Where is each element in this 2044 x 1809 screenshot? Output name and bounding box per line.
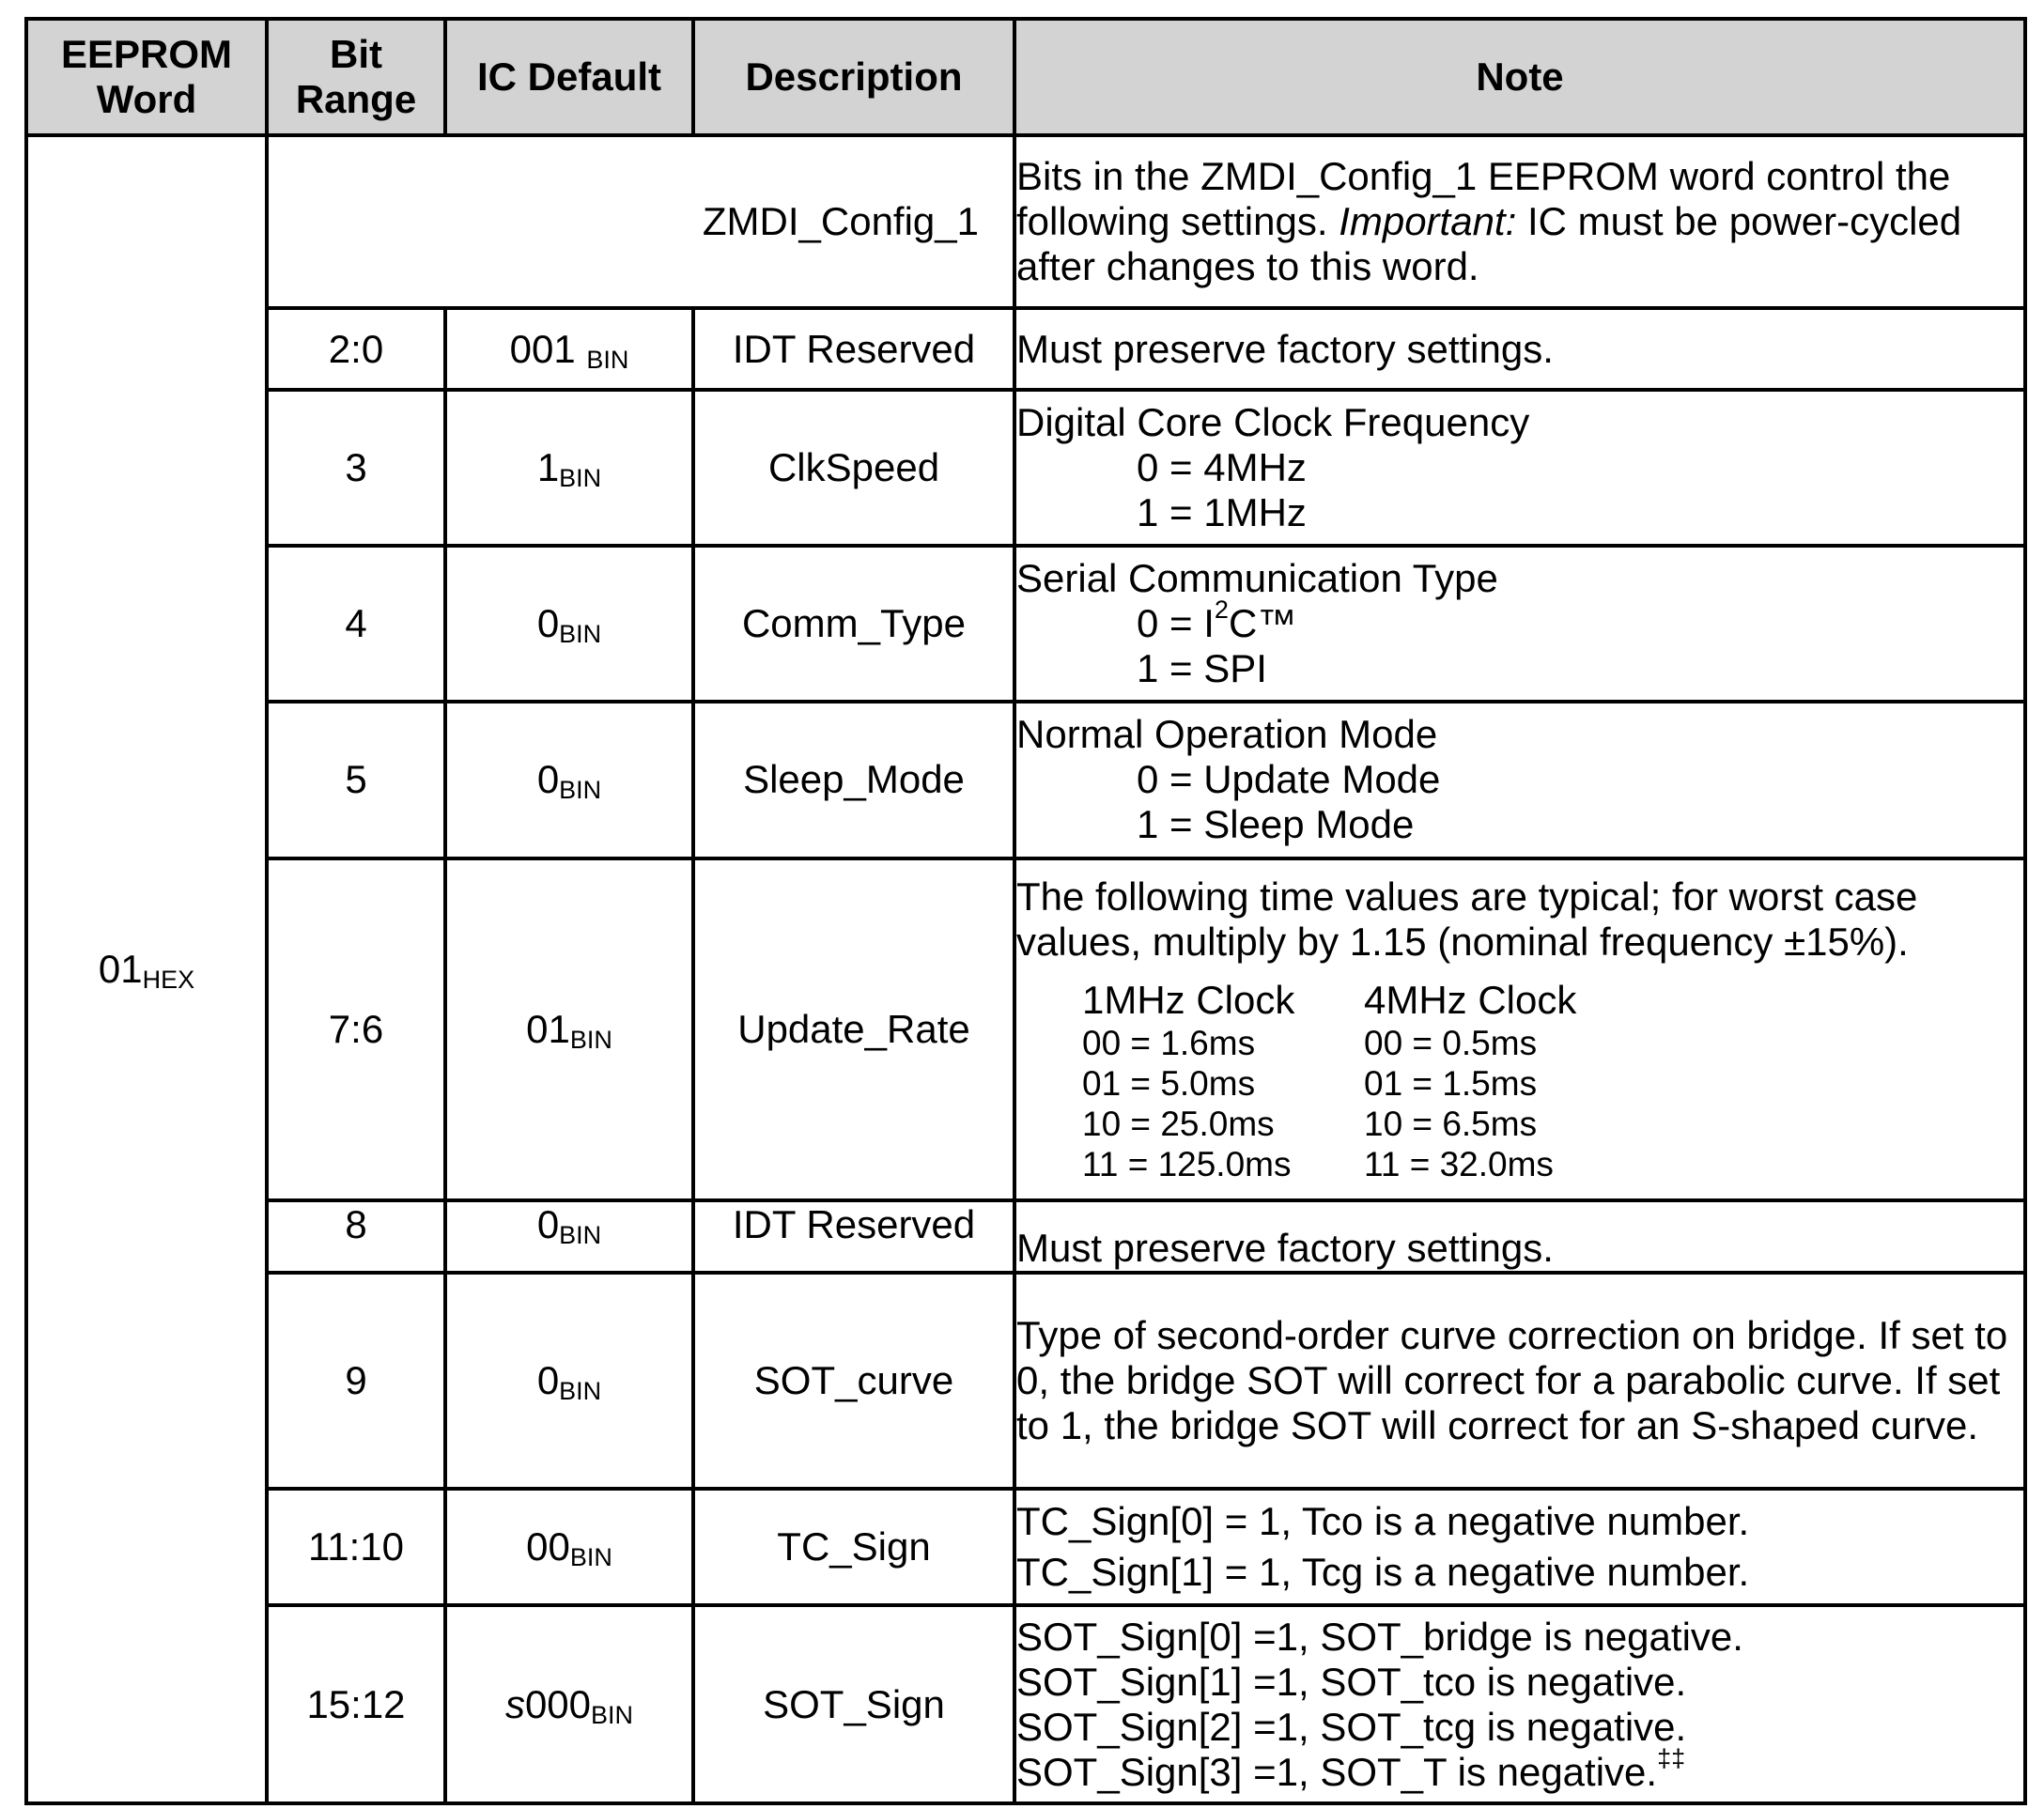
rate-col-header: 1MHz Clock — [1082, 978, 1295, 1023]
table-row — [26, 1605, 2025, 1803]
default-unit: BIN — [569, 1543, 612, 1572]
default-value: 00 — [526, 1524, 570, 1569]
config-name-cell — [267, 135, 1014, 308]
description-cell: IDT Reserved — [693, 1200, 1014, 1272]
note-option: 0 = 4MHz — [1137, 444, 1307, 489]
note-line: SOT_Sign[2] =1, SOT_tcg is negative. — [1016, 1704, 1687, 1749]
bit-range-cell: 8 — [267, 1200, 445, 1272]
table-row — [26, 1489, 2025, 1605]
note-cell: Type of second-order curve correction on bridge. If set to 0, the bridge SOT will correct for a parabolic curve. If set to 1, the bridge SOT will correct for an S-shaped curve. — [1014, 1273, 2025, 1490]
header-eeprom-text: EEPROM — [60, 32, 233, 76]
note-cell — [1014, 858, 2025, 1201]
default-unit: BIN — [559, 463, 602, 492]
rate-value: 00 = 1.6ms — [1082, 1024, 1256, 1063]
config-name: ZMDI_Config_1 — [702, 199, 979, 244]
bit-range-cell: 11:10 — [267, 1489, 445, 1605]
description-cell: IDT Reserved — [693, 308, 1014, 389]
default-value: 0 — [536, 1202, 560, 1247]
description-cell: TC_Sign — [693, 1489, 1014, 1605]
rate-col-header: 4MHz Clock — [1364, 978, 1577, 1023]
table-row — [26, 546, 2025, 702]
table-row — [26, 858, 2025, 1201]
ic-default-cell — [445, 546, 693, 702]
description-cell: Update_Rate — [693, 858, 1014, 1201]
header-range-text: Range — [295, 77, 417, 121]
bit-range-cell: 3 — [267, 390, 445, 546]
config-note-cell — [1014, 135, 2025, 308]
update-rate-grid — [1082, 978, 2023, 1184]
rate-value: 01 = 5.0ms — [1082, 1064, 1256, 1104]
note-option: 0 = Update Mode — [1137, 757, 1441, 802]
default-value: 01 — [526, 1007, 570, 1052]
note-cell — [1014, 702, 2025, 858]
default-unit: BIN — [591, 1700, 634, 1729]
note-option — [1016, 595, 2023, 646]
eeprom-word-cell — [26, 135, 267, 1803]
ic-default-cell — [445, 702, 693, 858]
note-option-text-2: C™ — [1228, 601, 1297, 646]
bit-range-cell: 4 — [267, 546, 445, 702]
footnote-mark: ‡‡ — [1657, 1743, 1686, 1772]
header-description: Description — [693, 19, 1014, 135]
ic-default-cell — [445, 308, 693, 389]
note-line-text: SOT_Sign[3] =1, SOT_T is negative. — [1016, 1749, 1658, 1794]
table-row — [26, 1273, 2025, 1490]
bit-range-cell: 2:0 — [267, 308, 445, 389]
ic-default-cell — [445, 390, 693, 546]
config-note-important: Important: — [1339, 199, 1517, 244]
rate-value: 11 = 32.0ms — [1364, 1145, 1554, 1184]
note-intro: The following time values are typical; for worst case values, multiply by 1.15 (nominal frequency ±15%). — [1016, 874, 1918, 965]
header-word-text: Word — [96, 77, 197, 121]
ic-default-cell — [445, 1273, 693, 1490]
ic-default-cell — [445, 1200, 693, 1272]
default-value: 1 — [536, 444, 560, 489]
config-note-text: Bits in the ZMDI_Config_1 EEPROM word control the following settings. — [1016, 154, 1951, 244]
bit-range-cell: 9 — [267, 1273, 445, 1490]
header-bit-text: Bit — [330, 32, 382, 76]
eeprom-register-table — [24, 17, 2027, 1805]
note-line: TC_Sign[1] = 1, Tcg is a negative number. — [1016, 1550, 1750, 1595]
default-value-italic: s — [504, 1681, 525, 1726]
note-cell — [1014, 546, 2025, 702]
note-cell — [1014, 390, 2025, 546]
default-value: 001 — [509, 326, 587, 371]
table-row — [26, 702, 2025, 858]
config-note-text-2: IC must be power-cycled after changes to this word. — [1016, 199, 1962, 289]
default-unit: BIN — [559, 1221, 602, 1250]
table-row — [26, 390, 2025, 546]
table-row — [26, 1200, 2025, 1272]
header-eeprom-word — [26, 19, 267, 135]
note-line: SOT_Sign[0] =1, SOT_bridge is negative. — [1016, 1614, 1743, 1659]
default-unit: BIN — [559, 620, 602, 649]
bit-range-cell: 15:12 — [267, 1605, 445, 1803]
ic-default-cell — [445, 858, 693, 1201]
eeprom-word-value: 01 — [98, 947, 143, 991]
default-unit: BIN — [559, 776, 602, 805]
note-title: Serial Communication Type — [1016, 556, 1498, 601]
ic-default-cell — [445, 1489, 693, 1605]
bit-range-cell: 5 — [267, 702, 445, 858]
default-value: 000 — [524, 1681, 592, 1726]
note-option: 1 = SPI — [1137, 646, 1267, 691]
note-cell — [1014, 1489, 2025, 1605]
description-cell: SOT_Sign — [693, 1605, 1014, 1803]
note-title: Normal Operation Mode — [1016, 712, 1438, 757]
default-value: 0 — [536, 757, 560, 802]
note-line — [1016, 1743, 2023, 1795]
description-cell: ClkSpeed — [693, 390, 1014, 546]
bit-range-cell: 7:6 — [267, 858, 445, 1201]
table-row-config — [26, 135, 2025, 308]
default-unit: BIN — [569, 1026, 612, 1055]
note-cell: Must preserve factory settings. — [1014, 1200, 2025, 1272]
note-cell — [1014, 1605, 2025, 1803]
note-title: Digital Core Clock Frequency — [1016, 399, 1530, 444]
ic-default-cell — [445, 1605, 693, 1803]
description-cell: Comm_Type — [693, 546, 1014, 702]
header-note: Note — [1014, 19, 2025, 135]
description-cell: SOT_curve — [693, 1273, 1014, 1490]
note-line: TC_Sign[0] = 1, Tco is a negative number. — [1016, 1499, 1750, 1544]
rate-value: 00 = 0.5ms — [1364, 1024, 1538, 1063]
table-row — [26, 308, 2025, 389]
default-unit: BIN — [586, 345, 629, 374]
rate-value: 11 = 125.0ms — [1082, 1145, 1292, 1184]
rate-value: 10 = 6.5ms — [1364, 1105, 1538, 1144]
header-ic-default: IC Default — [445, 19, 693, 135]
note-option: 1 = 1MHz — [1137, 489, 1307, 534]
rate-value: 10 = 25.0ms — [1082, 1105, 1275, 1144]
default-value: 0 — [536, 1357, 560, 1402]
table-header-row — [26, 19, 2025, 135]
default-unit: BIN — [559, 1376, 602, 1405]
note-cell: Must preserve factory settings. — [1014, 308, 2025, 389]
default-value: 0 — [536, 601, 560, 646]
note-option-text: 0 = I — [1137, 601, 1215, 646]
eeprom-word-unit: HEX — [142, 966, 195, 994]
note-option: 1 = Sleep Mode — [1137, 802, 1415, 847]
rate-value: 01 = 1.5ms — [1364, 1064, 1538, 1104]
description-cell: Sleep_Mode — [693, 702, 1014, 858]
note-line: SOT_Sign[1] =1, SOT_tco is negative. — [1016, 1659, 1687, 1704]
note-option-sup: 2 — [1214, 595, 1229, 625]
header-bit-range — [267, 19, 445, 135]
